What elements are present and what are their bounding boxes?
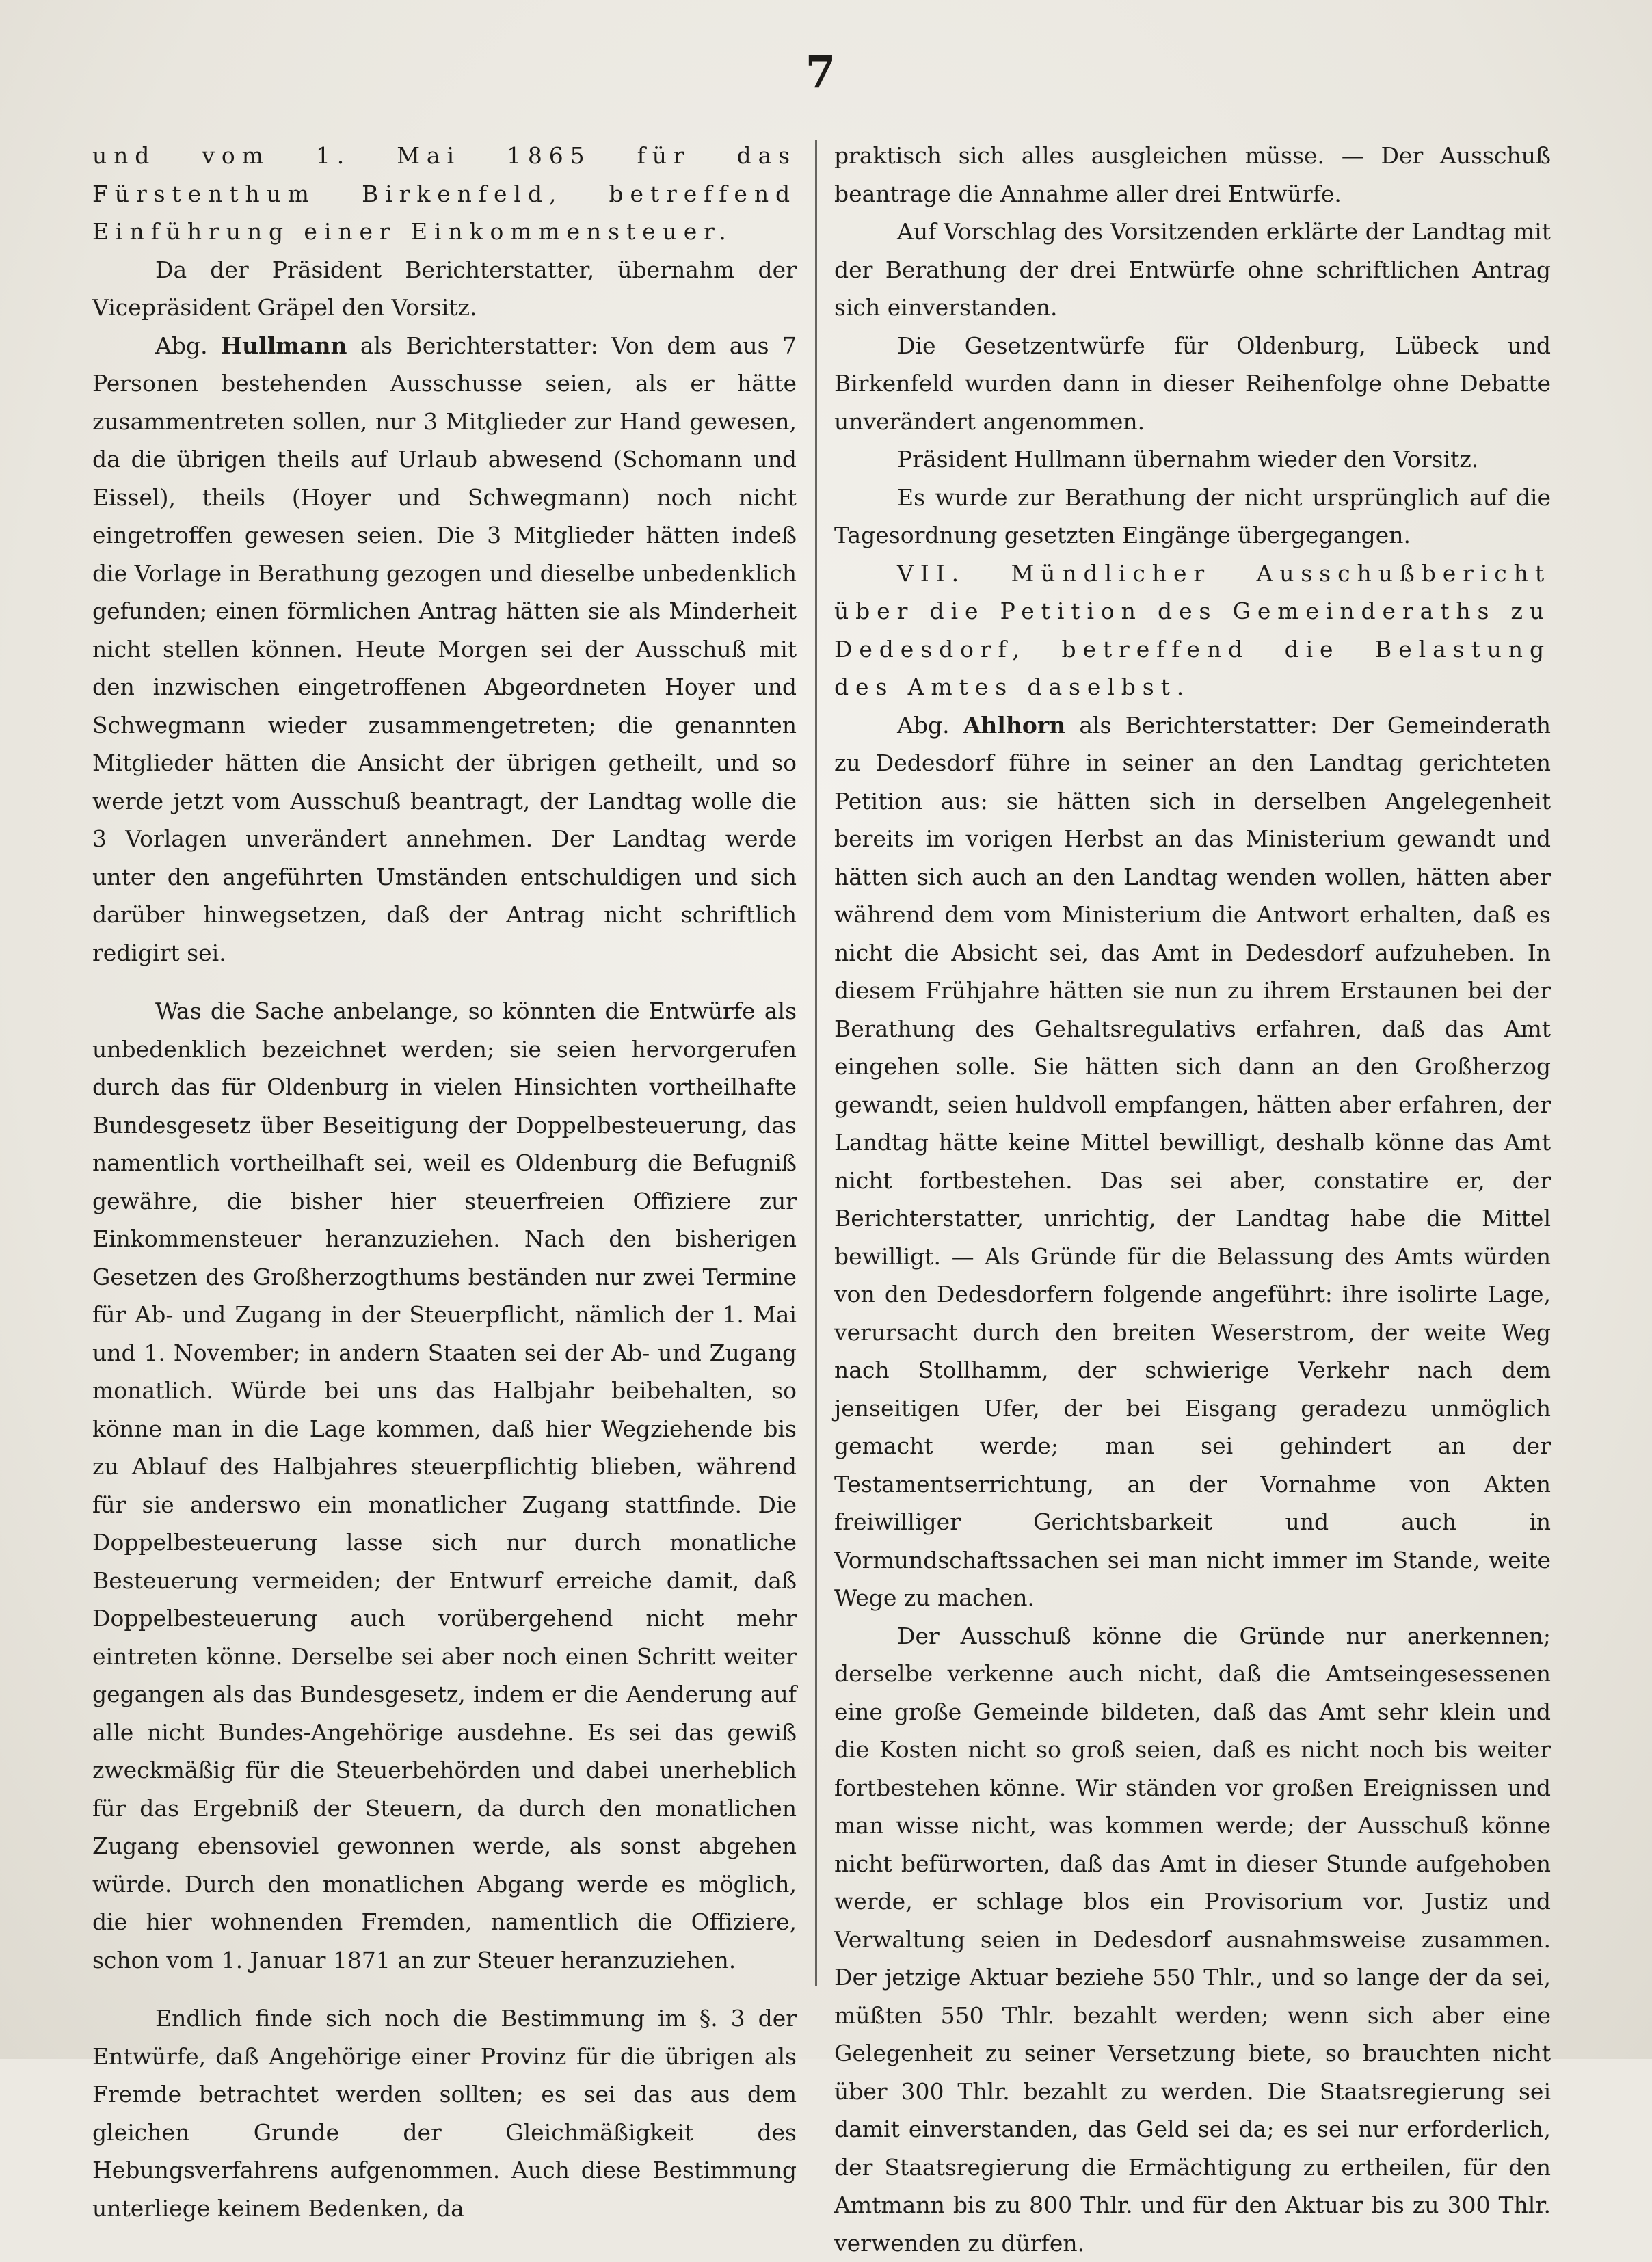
column-divider — [815, 140, 817, 1986]
paragraph-continuation: und vom 1. Mai 1865 für das Fürstenthum Birkenfeld, betreffend Einführung einer Einkommensteuer. — [92, 137, 797, 251]
paragraph-committee-position: Der Ausschuß könne die Gründe nur anerkennen; derselbe verkenne auch nicht, daß die Amtseingesessenen eine große Gemeinde bildeten, daß das Amt sehr klein und die Kosten nicht so groß seien, daß es nicht noch bis weiter fortbestehen könne. Wir ständen vor großen Ereignissen und man wisse nicht, was kommen werde; der Ausschuß könne nicht befürworten, daß das Amt in dieser Stunde aufgehoben werde, er schlage blos ein Provisorium vor. Justiz und Verwaltung seien in Dedesdorf ausnahmsweise zusammen. Der jetzige Aktuar beziehe 550 Thlr., und so lange der da sei, müßten 550 Thlr. bezahlt werden; wenn sich aber eine Gelegenheit zu seiner Versetzung biete, so brauchten nicht über 300 Thlr. bezahlt zu werden. Die Staatsregierung sei damit einverstanden, das Geld sei da; es sei nur erforderlich, der Staatsregierung die Ermächtigung zu ertheilen, für den Amtmann bis zu 800 Thlr. und für den Aktuar bis zu 300 Thlr. verwenden zu dürfen. — [834, 1617, 1551, 2262]
paragraph-agenda: Es wurde zur Berathung der nicht ursprünglich auf die Tagesordnung gesetzten Eingänge übergegangen. — [834, 479, 1551, 555]
speaker-prefix: Abg. — [897, 712, 950, 739]
report-text: als Berichterstatter: Von dem aus 7 Personen bestehenden Ausschusse seien, als er hätte zusammentreten sollen, nur 3 Mitglieder zur Hand gewesen, da die übrigen theils auf Urlaub abwesend (Schomann und Eissel), theils (Hoyer und Schwegmann) noch nicht eingetroffen gewesen seien. Die 3 Mitglieder hätten indeß die Vorlage in Berathung gezogen und dieselbe unbedenklich gefunden; einen förmlichen Antrag hätten sie als Minderheit nicht stellen können. Heute Morgen sei der Ausschuß mit den inzwischen eingetroffenen Abgeordneten Hoyer und Schwegmann wieder zusammengetreten; die genannten Mitglieder hätten die Ansicht der übrigen getheilt, und so werde jetzt vom Ausschuß beantragt, der Landtag wolle die 3 Vorlagen unverändert annehmen. Der Landtag werde unter den angeführten Umständen entschuldigen und sich darüber hinwegsetzen, daß der Antrag nicht schriftlich redigirt sei. — [92, 332, 797, 966]
page-number: 7 — [786, 45, 855, 100]
paragraph-procedure: Auf Vorschlag des Vorsitzenden erklärte der Landtag mit der Berathung der drei Entwürfe ohne schriftlichen Antrag sich einverstanden. — [834, 213, 1551, 327]
paragraph-chair-change: Da der Präsident Berichterstatter, übernahm der Vicepräsident Gräpel den Vorsitz. — [92, 251, 797, 327]
speaker-name: Hullmann — [221, 332, 347, 359]
paragraph-continuation-right: praktisch sich alles ausgleichen müsse. — Der Ausschuß beantrage die Annahme aller drei Entwürfe. — [834, 137, 1551, 213]
paragraph-chair-resumed: Präsident Hullmann übernahm wieder den Vorsitz. — [834, 440, 1551, 479]
report-text: als Berichterstatter: Der Gemeinderath zu Dedesdorf führe in seiner an den Landtag gerichteten Petition aus: sie hätten sich in derselben Angelegenheit bereits im vorigen Herbst an das Ministerium gewandt und hätten sich auch an den Landtag wenden wollen, hätten aber während dem vom Ministerium die Antwort erhalten, daß es nicht die Absicht sei, das Amt in Dedesdorf aufzuheben. In diesem Frühjahre hätten sie nun zu ihrem Erstaunen bei der Berathung des Gehaltsregulativs erfahren, daß das Amt eingehen solle. Sie hätten sich dann an den Großherzog gewandt, seien huldvoll empfangen, hätten aber erfahren, der Landtag hätte keine Mittel bewilligt, deshalb könne das Amt nicht fortbestehen. Das sei aber, constatire er, der Berichterstatter, unrichtig, der Landtag habe die Mittel bewilligt. — Als Gründe für die Belassung des Amts würden von den Dedesdorfern folgende angeführt: ihre isolirte Lage, verursacht durch den breiten Weserstrom, der weite Weg nach Stollhamm, der schwierige Verkehr nach dem jenseitigen Ufer, der bei Eisgang geradezu unmöglich gemacht werde; man sei gehindert an der Testamentserrichtung, an der Vornahme von Akten freiwilliger Gerichtsbarkeit und auch in Vormundschaftssachen sei man nicht immer im Stande, weite Wege zu machen. — [834, 712, 1551, 1612]
paragraph-draft-assessment: Was die Sache anbelange, so könnten die Entwürfe als unbedenklich bezeichnet werden; sie seien hervorgerufen durch das für Oldenburg in vielen Hinsichten vortheilhafte Bundesgesetz über Beseitigung der Doppelbesteuerung, das namentlich vortheilhaft sei, weil es Oldenburg die Befugniß gewähre, die bisher hier steuerfreien Offiziere zur Einkommensteuer heranzuziehen. Nach den bisherigen Gesetzen des Großherzogthums beständen nur zwei Termine für Ab- und Zugang in der Steuerpflicht, nämlich der 1. Mai und 1. November; in andern Staaten sei der Ab- und Zugang monatlich. Würde bei uns das Halbjahr beibehalten, so könne man in die Lage kommen, daß hier Wegziehende bis zu Ablauf des Halbjahres steuerpflichtig blieben, während für sie anderswo ein monatlicher Zugang stattfinde. Die Doppelbesteuerung lasse sich nur durch monatliche Besteuerung vermeiden; der Entwurf erreiche damit, daß Doppelbesteuerung auch vorübergehend nicht mehr eintreten könne. Derselbe sei aber noch einen Schritt weiter gegangen als das Bundesgesetz, indem er die Aenderung auf alle nicht Bundes-Angehörige ausdehne. Es sei das gewiß zweckmäßig für die Steuerbehörden und dabei unerheblich für das Ergebniß der Steuern, da durch den monatlichen Zugang ebensoviel gewonnen werde, als sonst abgehen würde. Durch den monatlichen Abgang werde es möglich, die hier wohnenden Fremden, namentlich die Offiziere, schon vom 1. Januar 1871 an zur Steuer heranzuziehen. — [92, 992, 797, 1979]
paragraph-hullmann-report — [92, 327, 797, 972]
section-heading-vii: VII. Mündlicher Ausschußbericht über die Petition des Gemeinderaths zu Dedesdorf, betreffend die Belastung des Amtes daselbst. — [834, 555, 1551, 706]
paragraph-ahlhorn-report — [834, 706, 1551, 1617]
left-column — [92, 137, 797, 2227]
speaker-name: Ahlhorn — [963, 712, 1066, 739]
paragraph-provision: Endlich finde sich noch die Bestimmung im §. 3 der Entwürfe, daß Angehörige einer Provinz für die übrigen als Fremde betrachtet werden sollten; es sei das aus dem gleichen Grunde der Gleichmäßigkeit des Hebungsverfahrens aufgenommen. Auch diese Bestimmung unterliege keinem Bedenken, da — [92, 1999, 797, 2227]
speaker-prefix: Abg. — [155, 332, 208, 359]
right-column — [834, 137, 1551, 2262]
paragraph-adoption: Die Gesetzentwürfe für Oldenburg, Lübeck und Birkenfeld wurden dann in dieser Reihenfolge ohne Debatte unverändert angenommen. — [834, 327, 1551, 441]
